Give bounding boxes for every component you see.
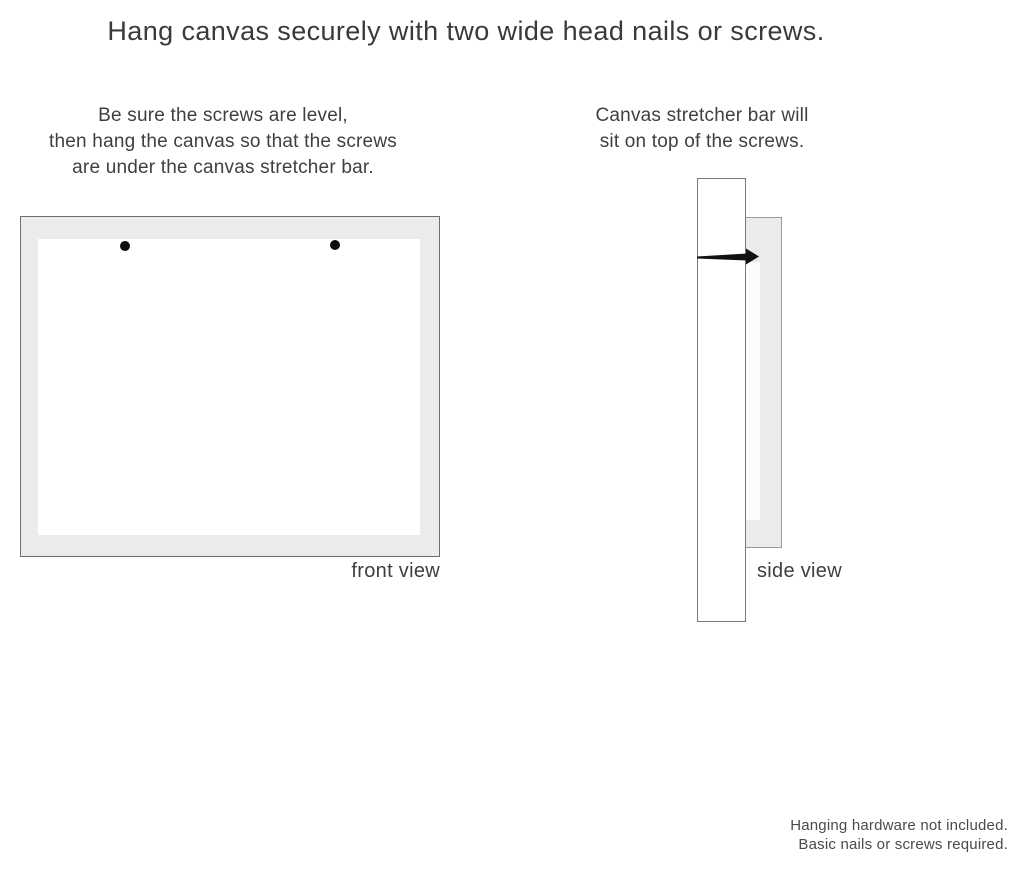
side-view-canvas-inner bbox=[746, 262, 760, 520]
hardware-note-line: Basic nails or screws required. bbox=[798, 836, 1008, 853]
instruction-line: are under the canvas stretcher bar. bbox=[72, 157, 374, 178]
hardware-note bbox=[688, 816, 1008, 854]
instruction-line: Be sure the screws are level, bbox=[98, 105, 348, 126]
instruction-line: Canvas stretcher bar will bbox=[595, 105, 809, 126]
page-title: Hang canvas securely with two wide head nails or screws. bbox=[107, 16, 825, 46]
nail-head-right-icon bbox=[330, 240, 340, 250]
front-view-canvas-face bbox=[38, 239, 420, 535]
hardware-note-line: Hanging hardware not included. bbox=[790, 817, 1008, 834]
front-view-instructions bbox=[16, 103, 430, 181]
instruction-line: then hang the canvas so that the screws bbox=[49, 131, 397, 152]
side-view-instructions bbox=[556, 103, 848, 155]
front-view-label: front view bbox=[351, 560, 440, 582]
nail-icon bbox=[694, 244, 764, 270]
side-view-label: side view bbox=[757, 560, 842, 582]
instruction-line: sit on top of the screws. bbox=[599, 131, 805, 152]
nail-head-left-icon bbox=[120, 241, 130, 251]
